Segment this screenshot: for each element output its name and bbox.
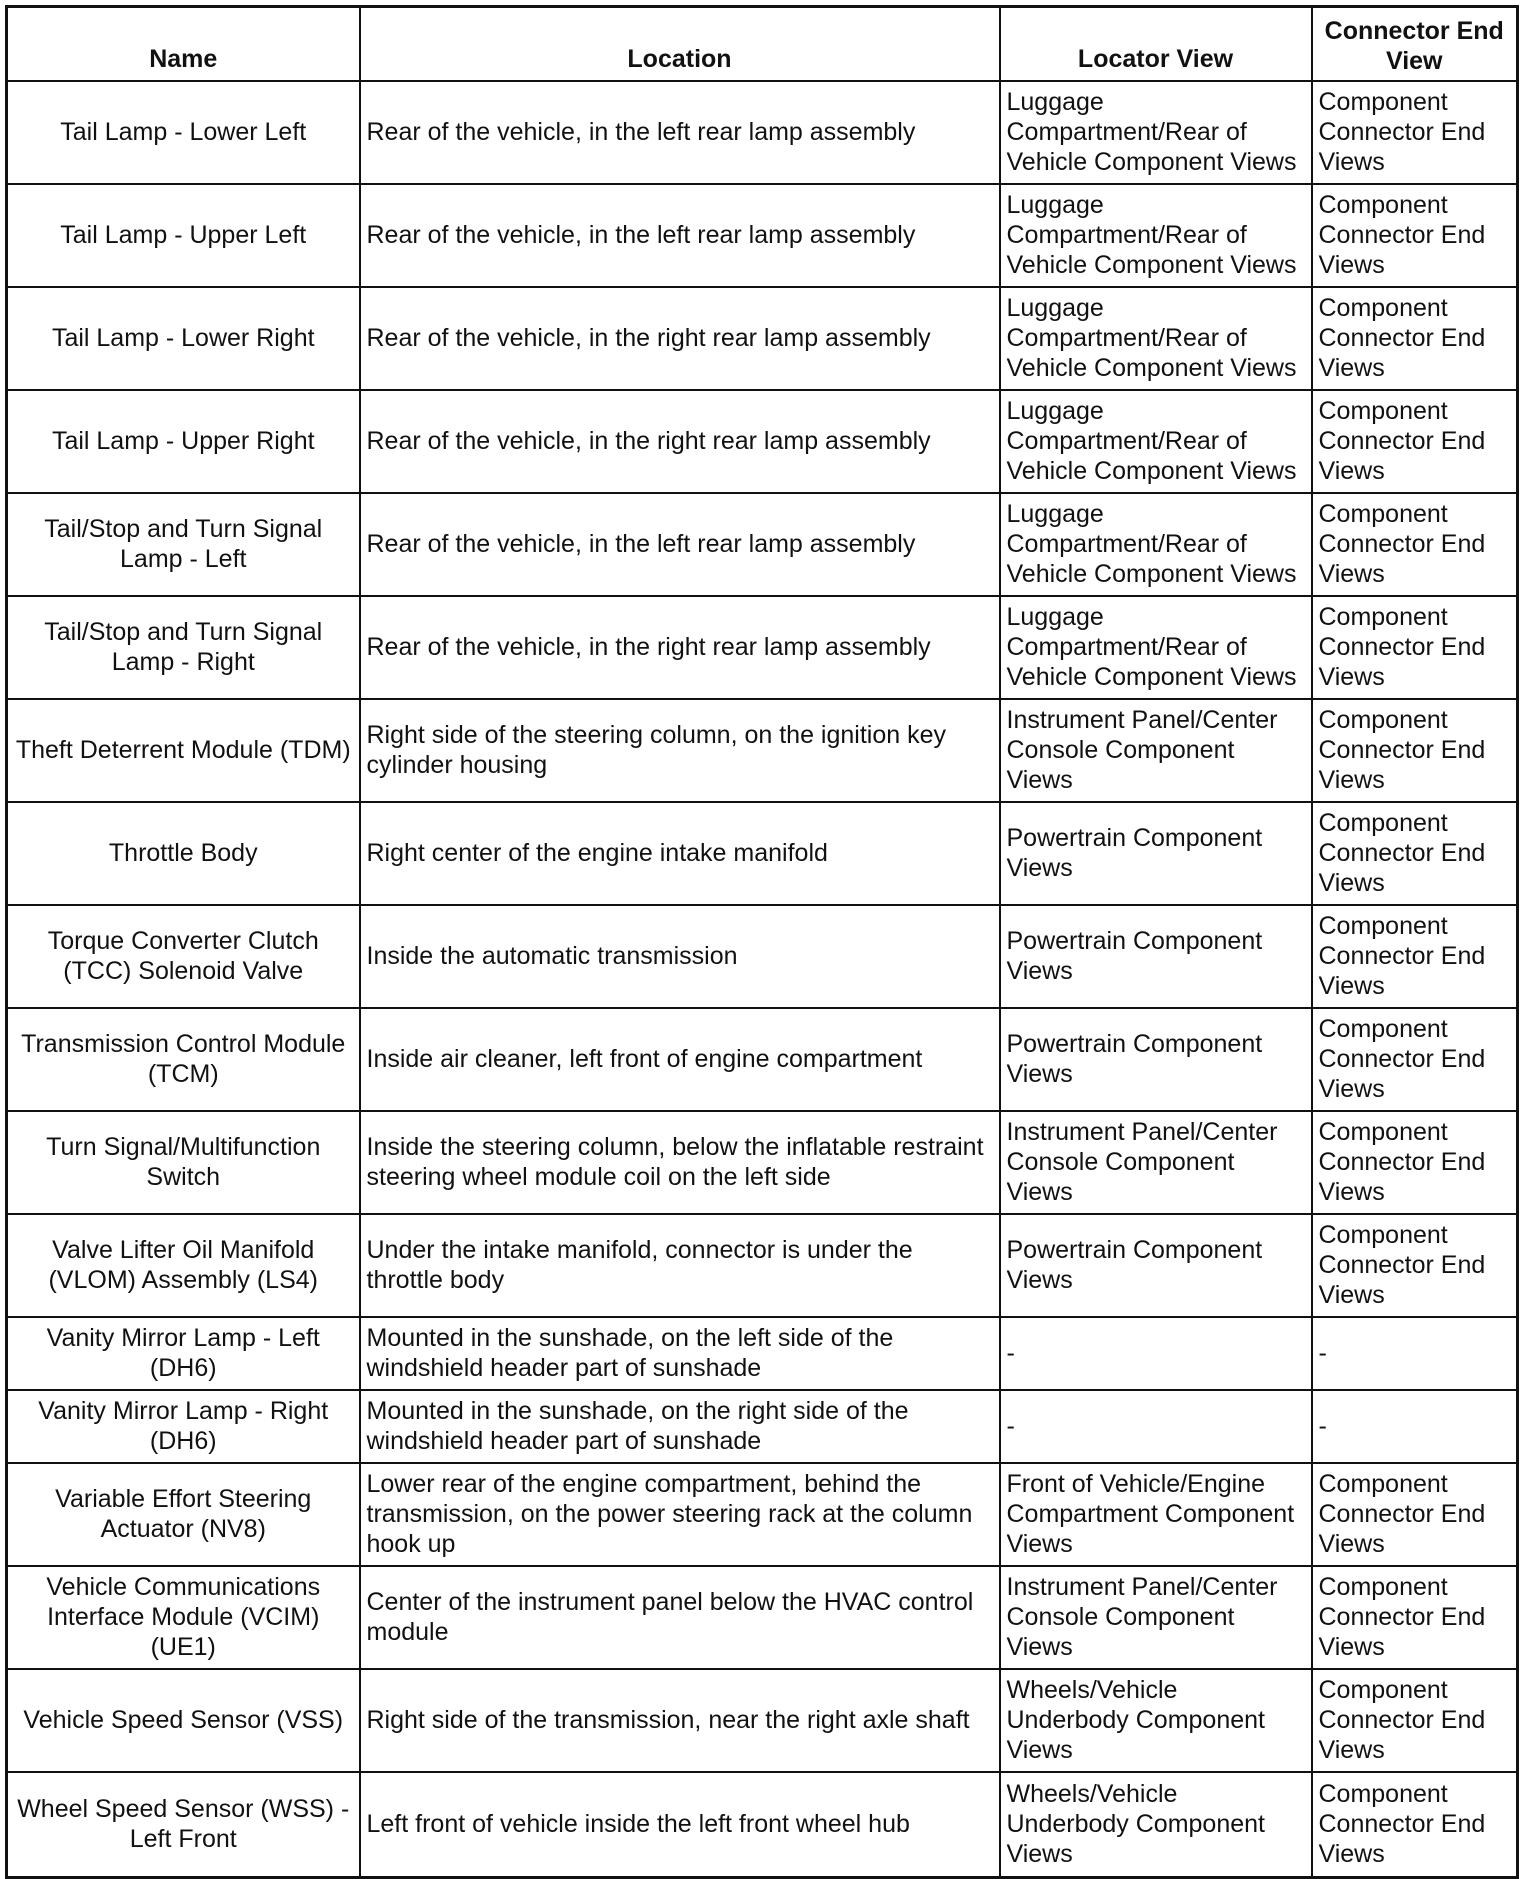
cell-name: Tail/Stop and Turn Signal Lamp - Left bbox=[7, 493, 360, 596]
cell-name: Variable Effort Steering Actuator (NV8) bbox=[7, 1463, 360, 1566]
component-locator-table bbox=[5, 5, 1519, 1879]
table-row bbox=[7, 390, 1518, 493]
header-name: Name bbox=[7, 7, 360, 81]
cell-connector-end-view: - bbox=[1312, 1317, 1518, 1390]
cell-connector-end-view: - bbox=[1312, 1390, 1518, 1463]
cell-name: Wheel Speed Sensor (WSS) - Left Front bbox=[7, 1772, 360, 1878]
cell-connector-end-view: Component Connector End Views bbox=[1312, 905, 1518, 1008]
cell-name: Theft Deterrent Module (TDM) bbox=[7, 699, 360, 802]
cell-connector-end-view: Component Connector End Views bbox=[1312, 1772, 1518, 1878]
table-row bbox=[7, 1566, 1518, 1669]
cell-locator-view: Luggage Compartment/Rear of Vehicle Component Views bbox=[1000, 596, 1312, 699]
cell-connector-end-view: Component Connector End Views bbox=[1312, 699, 1518, 802]
cell-connector-end-view: Component Connector End Views bbox=[1312, 1008, 1518, 1111]
cell-locator-view: Powertrain Component Views bbox=[1000, 905, 1312, 1008]
table-row bbox=[7, 905, 1518, 1008]
cell-location: Inside air cleaner, left front of engine compartment bbox=[360, 1008, 1000, 1111]
cell-location: Mounted in the sunshade, on the right side of the windshield header part of sunshade bbox=[360, 1390, 1000, 1463]
cell-name: Tail Lamp - Upper Left bbox=[7, 184, 360, 287]
cell-locator-view: Luggage Compartment/Rear of Vehicle Component Views bbox=[1000, 390, 1312, 493]
table-row bbox=[7, 81, 1518, 184]
cell-name: Vehicle Speed Sensor (VSS) bbox=[7, 1669, 360, 1772]
cell-locator-view: - bbox=[1000, 1390, 1312, 1463]
cell-name: Vehicle Communications Interface Module (VCIM) (UE1) bbox=[7, 1566, 360, 1669]
cell-name: Vanity Mirror Lamp - Right (DH6) bbox=[7, 1390, 360, 1463]
cell-location: Rear of the vehicle, in the right rear lamp assembly bbox=[360, 390, 1000, 493]
cell-location: Rear of the vehicle, in the left rear lamp assembly bbox=[360, 493, 1000, 596]
cell-location: Rear of the vehicle, in the left rear lamp assembly bbox=[360, 184, 1000, 287]
cell-locator-view: - bbox=[1000, 1317, 1312, 1390]
cell-location: Left front of vehicle inside the left front wheel hub bbox=[360, 1772, 1000, 1878]
cell-connector-end-view: Component Connector End Views bbox=[1312, 493, 1518, 596]
table-row bbox=[7, 184, 1518, 287]
cell-locator-view: Instrument Panel/Center Console Component Views bbox=[1000, 1566, 1312, 1669]
table-row bbox=[7, 596, 1518, 699]
cell-locator-view: Instrument Panel/Center Console Component Views bbox=[1000, 1111, 1312, 1214]
cell-location: Rear of the vehicle, in the right rear lamp assembly bbox=[360, 287, 1000, 390]
cell-locator-view: Powertrain Component Views bbox=[1000, 1214, 1312, 1317]
table-body bbox=[7, 81, 1518, 1878]
cell-location: Center of the instrument panel below the HVAC control module bbox=[360, 1566, 1000, 1669]
cell-location: Rear of the vehicle, in the right rear lamp assembly bbox=[360, 596, 1000, 699]
table-row bbox=[7, 1463, 1518, 1566]
cell-location: Mounted in the sunshade, on the left side of the windshield header part of sunshade bbox=[360, 1317, 1000, 1390]
cell-connector-end-view: Component Connector End Views bbox=[1312, 81, 1518, 184]
table-row bbox=[7, 802, 1518, 905]
cell-location: Right center of the engine intake manifold bbox=[360, 802, 1000, 905]
cell-location: Inside the automatic transmission bbox=[360, 905, 1000, 1008]
table-header bbox=[7, 7, 1518, 81]
cell-location: Lower rear of the engine compartment, behind the transmission, on the power steering rack at the column hook up bbox=[360, 1463, 1000, 1566]
cell-name: Tail Lamp - Lower Left bbox=[7, 81, 360, 184]
cell-name: Turn Signal/Multifunction Switch bbox=[7, 1111, 360, 1214]
cell-locator-view: Luggage Compartment/Rear of Vehicle Component Views bbox=[1000, 81, 1312, 184]
cell-connector-end-view: Component Connector End Views bbox=[1312, 1669, 1518, 1772]
cell-location: Rear of the vehicle, in the left rear lamp assembly bbox=[360, 81, 1000, 184]
cell-name: Throttle Body bbox=[7, 802, 360, 905]
cell-locator-view: Instrument Panel/Center Console Component Views bbox=[1000, 699, 1312, 802]
table-row bbox=[7, 1111, 1518, 1214]
table-row bbox=[7, 1390, 1518, 1463]
header-connector-end-view: Connector End View bbox=[1312, 7, 1518, 81]
cell-locator-view: Luggage Compartment/Rear of Vehicle Component Views bbox=[1000, 184, 1312, 287]
cell-location: Right side of the transmission, near the right axle shaft bbox=[360, 1669, 1000, 1772]
cell-location: Inside the steering column, below the inflatable restraint steering wheel module coil on the left side bbox=[360, 1111, 1000, 1214]
table-row bbox=[7, 493, 1518, 596]
table-row bbox=[7, 699, 1518, 802]
cell-connector-end-view: Component Connector End Views bbox=[1312, 1214, 1518, 1317]
cell-name: Tail Lamp - Lower Right bbox=[7, 287, 360, 390]
cell-connector-end-view: Component Connector End Views bbox=[1312, 184, 1518, 287]
cell-locator-view: Wheels/Vehicle Underbody Component Views bbox=[1000, 1669, 1312, 1772]
cell-connector-end-view: Component Connector End Views bbox=[1312, 390, 1518, 493]
table-row bbox=[7, 1669, 1518, 1772]
cell-connector-end-view: Component Connector End Views bbox=[1312, 287, 1518, 390]
table-row bbox=[7, 1214, 1518, 1317]
cell-name: Tail/Stop and Turn Signal Lamp - Right bbox=[7, 596, 360, 699]
cell-locator-view: Powertrain Component Views bbox=[1000, 802, 1312, 905]
cell-locator-view: Powertrain Component Views bbox=[1000, 1008, 1312, 1111]
header-row bbox=[7, 7, 1518, 81]
cell-name: Valve Lifter Oil Manifold (VLOM) Assembly (LS4) bbox=[7, 1214, 360, 1317]
cell-name: Vanity Mirror Lamp - Left (DH6) bbox=[7, 1317, 360, 1390]
cell-connector-end-view: Component Connector End Views bbox=[1312, 1111, 1518, 1214]
header-locator-view: Locator View bbox=[1000, 7, 1312, 81]
cell-locator-view: Luggage Compartment/Rear of Vehicle Component Views bbox=[1000, 287, 1312, 390]
cell-name: Tail Lamp - Upper Right bbox=[7, 390, 360, 493]
cell-location: Right side of the steering column, on the ignition key cylinder housing bbox=[360, 699, 1000, 802]
cell-connector-end-view: Component Connector End Views bbox=[1312, 596, 1518, 699]
table-row bbox=[7, 287, 1518, 390]
table-row bbox=[7, 1772, 1518, 1878]
cell-locator-view: Wheels/Vehicle Underbody Component Views bbox=[1000, 1772, 1312, 1878]
table-row bbox=[7, 1317, 1518, 1390]
cell-name: Torque Converter Clutch (TCC) Solenoid Valve bbox=[7, 905, 360, 1008]
header-location: Location bbox=[360, 7, 1000, 81]
cell-connector-end-view: Component Connector End Views bbox=[1312, 802, 1518, 905]
cell-locator-view: Luggage Compartment/Rear of Vehicle Component Views bbox=[1000, 493, 1312, 596]
cell-connector-end-view: Component Connector End Views bbox=[1312, 1463, 1518, 1566]
cell-connector-end-view: Component Connector End Views bbox=[1312, 1566, 1518, 1669]
cell-name: Transmission Control Module (TCM) bbox=[7, 1008, 360, 1111]
cell-location: Under the intake manifold, connector is under the throttle body bbox=[360, 1214, 1000, 1317]
table-row bbox=[7, 1008, 1518, 1111]
cell-locator-view: Front of Vehicle/Engine Compartment Component Views bbox=[1000, 1463, 1312, 1566]
